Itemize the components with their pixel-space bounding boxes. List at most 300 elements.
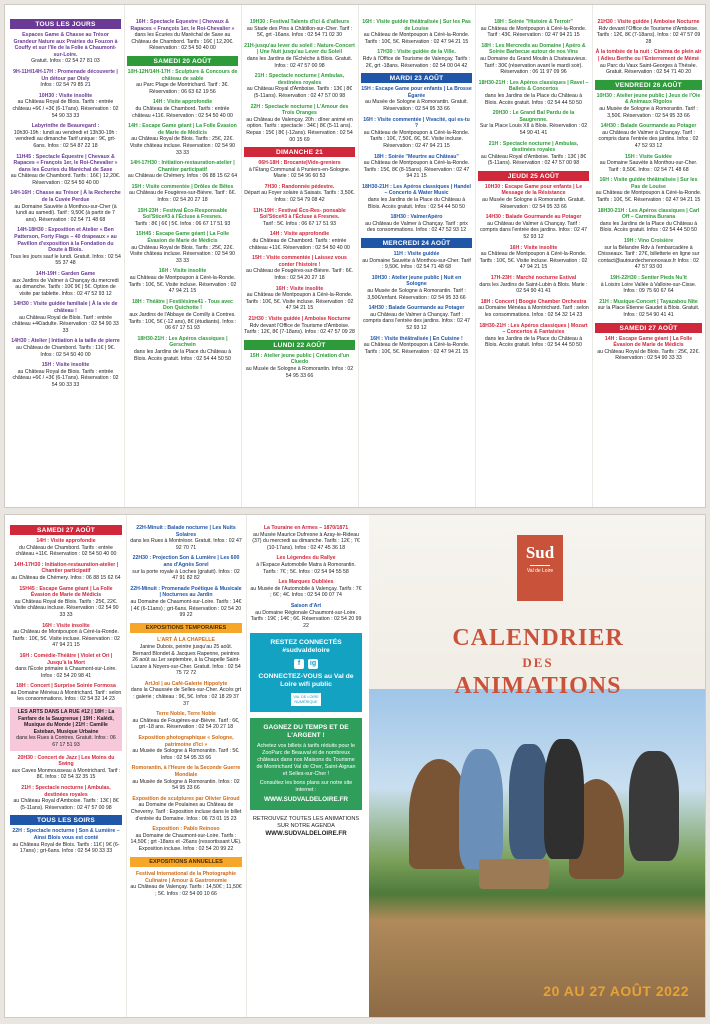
- event-title: 16H : Visite insolite: [509, 244, 558, 251]
- event-entry: [244, 231, 355, 251]
- event-title: 7H30 : Randonnée pédestre.: [264, 183, 335, 190]
- event-details: au Domaine Ménéau à Montrichard. Tarif : selon les consommations. Infos : 02 54 32 14 23: [10, 689, 122, 703]
- column-2: [124, 19, 241, 501]
- event-title: Festival International de la Photographie Culinaire | Amour & Gastronomie: [135, 871, 237, 884]
- cover-title: CALENDRIER: [452, 625, 624, 651]
- event-details: au Château de Montpoupon à Céré-la-Ronde. Tarifs : 10€, 5€. Réservation : 02 47 94 21 15: [363, 32, 470, 45]
- event-title: L'ART À LA CHAPELLE: [157, 637, 215, 644]
- event-title: Saison d'Art: [290, 602, 322, 609]
- event-details: à l'Espace Automobile Matra à Romorantin. Tarifs : 7€ ; 5€. Infos : 02 54 94 55 58: [256, 561, 356, 575]
- event-details: au Château de Montpoupon à Céré-la-Ronde. Tarifs : 10€, 7,50€, 6€, 5€. Visite incluse. Réservation : 02 47 94 21 15: [363, 129, 470, 149]
- fold-line: [126, 515, 127, 1017]
- event-title: 15H : Escape Game pour enfants | La Brosse Égarée: [361, 86, 472, 99]
- event-details: à l'Étang Communal à Pruniers-en-Sologne. Marie : 02 54 96 60 53: [248, 166, 351, 180]
- event-details: au Musée de Sologne à Romorantin. Tarif : 3,50€. Réservation : 02 54 95 33 66: [599, 105, 698, 119]
- event-details: au Domaine Régionale Chaumont-sur-Loire. Tarifs : 19€ ; 14€ ; 6€. Réservation : 02 54 20 99 22: [250, 609, 362, 629]
- event-title: 22H : Spectacle nocturne | L'Amour des Trois Oranges: [250, 103, 349, 117]
- event-title: 21H : Spectacle nocturne | Ambulas, destinées royales: [488, 140, 579, 154]
- cover-title-des: DES: [522, 655, 554, 670]
- event-details: au Domaine Sauvète à Monthou-sur-Cher (à lundi au samedi). Tarif : 9,50€ (à partir de 7 ans). Réservation : 02 54 71 48 68: [14, 203, 117, 223]
- event-title: 14H30 : Balade Gourmande au Potager: [485, 214, 582, 221]
- event-details: au Parc du Vaux Saint-Georges à Thésée. Gratuit. Réservation : 02 54 71 40 20: [599, 62, 698, 76]
- wifi-badge: VAL DE LOIRE NUMÉRIQUE: [291, 693, 321, 706]
- event-title: 14H30 : Visite guidée familiale | À la vie de château !: [13, 301, 118, 314]
- section-tag: [130, 623, 242, 634]
- agenda-url[interactable]: WWW.SUDVALDELOIRE.FR: [265, 829, 347, 837]
- event-title: 14H : Visite approfondie: [269, 231, 330, 238]
- event-details: du Château de Chambord. Tarifs : entrée château +11€. Réservation : 02 54 50 40 00: [132, 105, 233, 119]
- event-title: 14H-18H30 : Exposition et Atelier « Ben Patterson, Forty Flags – 40 drapeaux » au Pavillon d'exposition à la Fondation du Doute à Blois.: [14, 227, 117, 254]
- column-2: [127, 525, 245, 1011]
- event-details: au Domaine de Chaumont-sur-Loire. Tarifs : 14,50€ ; grt -18ans et -26ans (ressortissant UE). Exposition incluse. Infos : 02 54 20 99 22: [130, 832, 242, 852]
- event-details: au Château de Chambord. Tarifs : 16€ | 12,20€. Réservation : 02 54 50 40 00: [10, 173, 121, 186]
- promo-url[interactable]: WWW.SUDVALDELOIRE.FR: [263, 795, 349, 803]
- event-details: au Château de Chémery. Infos : 06 88 15 62 64: [11, 574, 121, 581]
- event-details: aux Caves Monmousseau à Montrichard. Tarif : 8€. Infos : 02 54 32 35 15: [11, 767, 121, 781]
- event-title: 18H30-21H : Les Apéros classiques | Gerschwin: [137, 335, 228, 349]
- event-details: au Domaine du Grand Moulin à Chateauvieux. Tarif : 30€ (réservation avant le mardi soir). Réservation : 06 11 97 09 96: [480, 55, 587, 76]
- event-entry: [250, 603, 362, 629]
- event-title: Romorantin, à l'Heure de la Seconde Guerre Mondiale: [131, 765, 241, 778]
- event-details: Gratuit. Infos : 02 54 27 81 03: [31, 58, 100, 65]
- column-1: [7, 19, 124, 501]
- event-entry: [361, 154, 472, 180]
- day-header: VENDREDI 26 AOÛT: [595, 80, 702, 90]
- event-entry: [244, 104, 355, 144]
- event-title: 10H-12H/14H-17H : Sculpture & Concours de château de sable: [127, 68, 238, 82]
- event-title: 18H : Soirée "Meurtre au Château": [374, 153, 459, 160]
- event-entry: [595, 299, 702, 319]
- event-entry: [595, 275, 702, 295]
- event-entry: [10, 653, 122, 679]
- event-entry: [595, 19, 702, 45]
- event-entry: [10, 301, 121, 334]
- event-entry: [127, 268, 238, 294]
- instagram-icon[interactable]: ig: [309, 660, 317, 668]
- event-title: 21H-jusqu'au lever du soleil : Nature-Concert | Une Nuit jusqu'au Lever du Soleil: [244, 42, 355, 56]
- event-title: 11H-19H : Festival Éco-Res- ponsable Sol'Stice#3 à l'Écluse à Fresnes.: [253, 207, 346, 221]
- event-title: 14H-16H : Chasse au Trésor | À la Recherche de la Cuvée Perdue: [10, 190, 121, 204]
- section-tag-details: dans les Rues à Contres. Gratuit. Infos : 06 67 17 51 93: [16, 735, 116, 749]
- event-details: au Domaine de Poulaines au Château de Cheverny. Tarif : Exposition incluse dans le billet d'entrée du Domaine. Infos : 06 73 01 15 23: [130, 802, 242, 822]
- event-entry: [127, 160, 238, 180]
- event-entry: [127, 69, 238, 95]
- event-title: 19H : Vino Croisière: [623, 238, 674, 245]
- event-details: au Château de Fougères-sur-Bièvre. Tarif : 6€. Infos : 02 54 20 27 18: [246, 268, 353, 281]
- event-title: 22H : Spectacle nocturne | Son & Lumière – Ainsi Blois vous est conté: [12, 828, 120, 841]
- section-tag: [130, 857, 242, 868]
- event-entry: [130, 681, 242, 707]
- event-entry: [361, 117, 472, 150]
- event-entry: [10, 683, 122, 703]
- event-entry: [130, 637, 242, 677]
- event-entry: [478, 245, 589, 271]
- event-entry: [478, 184, 589, 210]
- fold-line: [475, 5, 476, 507]
- fold-line: [246, 515, 247, 1017]
- event-entry: [478, 323, 589, 349]
- event-title: 10H30 : Escape Game pour enfants | Le Message de la Résistance: [484, 183, 583, 197]
- event-details: aux Jardins de Valmer à Chançay du mercredi au dimanche. Tarifs : 10€ 9€ | 5€. Option de visite par tablette. Infos : 02 47 52 93 12: [12, 277, 119, 297]
- day-header: TOUS LES JOURS: [10, 19, 121, 29]
- event-entry: [127, 184, 238, 204]
- event-title: 15H : Atelier jeune public | Création d'un Cluedo: [249, 352, 350, 366]
- event-entry: [361, 251, 472, 271]
- event-details: dans les Jardins de la Place du Château à Blois. Accès gratuit. Infos : 02 54 44 50 50: [367, 197, 466, 210]
- event-details: au Château de Valmer à Chançay. Tarif : compris dans l'entrée des jardins. Infos : 02 47 52 93 12: [479, 220, 588, 241]
- event-title: 9H-11H/14H-17H : Promenade découverte | Un détour par Oisly: [13, 68, 118, 82]
- event-title: 14H-19H : Garden Game: [35, 271, 96, 277]
- event-entry: [478, 110, 589, 136]
- promo-title: GAGNEZ DU TEMPS ET DE L'ARGENT !: [263, 724, 349, 740]
- event-title: Exposition photographique « Sologne, patrimoine d'Ici »: [138, 735, 234, 748]
- promo-text: Achetez vos billets à tarifs réduits pour le ZooParc de Beauval et de nombreux châteaux dans nos Maisons du Tourisme de Montrichard Val de Cher, Saint-Aignan et Selles-sur-Cher !: [256, 743, 356, 777]
- event-details: au Château Royal de Blois. Tarifs : 25€, 22€. Visite château incluse. Réservation : 02 54 90 33 33: [13, 598, 119, 618]
- calendar-page-top: [4, 4, 706, 508]
- event-title: 16H : Visite théâtralisée | En Cuisine !: [370, 335, 463, 342]
- event-details: Sur la Place Louis XII à Blois. Réservation : 02 54 90 41 41: [479, 123, 588, 136]
- facebook-icon[interactable]: f: [294, 659, 304, 669]
- event-entry: [10, 538, 122, 558]
- event-entry: [595, 93, 702, 119]
- event-entry: [10, 586, 122, 619]
- event-details: au Château Royal de Blois. Tarifs : 11€ | 9€ (6-17ans) ; grt-6ans. Infos : 02 54 90 33 33: [12, 841, 120, 855]
- event-details: au Château de Montpoupon à Céré-la-Ronde. Tarifs : 10€, 5€. Visite incluse. Réservation : 02 47 94 21 15: [245, 292, 354, 312]
- event-entry: [478, 214, 589, 240]
- event-title: 18H : Soirée "Histoire & Terroir": [494, 19, 573, 25]
- event-details: au Musée de Sologne à Romorantin. Infos : 02 54 95 33 66: [132, 778, 240, 792]
- event-entry: [10, 562, 122, 582]
- event-entry: [595, 208, 702, 234]
- event-entry: [244, 184, 355, 204]
- event-entry: [361, 86, 472, 112]
- event-entry: [10, 69, 121, 89]
- event-details: dans la Chaussée de Selles-sur-Cher. Accès grt : galerie ; château : 9€, 5€. Infos : 02 18 29 37 37: [130, 687, 242, 707]
- event-details: au Domaine de Chaumont-sur-Loire. Tarifs : 14€ | 4€ (6-11ans) ; grt-6ans. Réservation : 02 54 20 99 22: [130, 598, 242, 619]
- event-details: dans les Jardins de la Place du Château à Blois. Accès gratuit. Infos : 02 54 44 50 50: [484, 335, 583, 349]
- event-details: au Musée de l'Automobile à Valençay. Tarifs : 7€ ; 6€ ; 4€. Infos : 02 54 00 07 74: [250, 585, 362, 599]
- event-entry: [127, 208, 238, 228]
- event-entry: [595, 336, 702, 362]
- event-title: Les Légendes du Rallye: [276, 555, 336, 562]
- event-title: Espaces Game & Chasse au Trésor Grandeur Nature aux Prairies du Fouzon à Couffy et sur l'île de la Folie à Chaumont-sur-Loire.: [13, 32, 118, 58]
- event-details: Tarifs : 8€ | 6€ | 5€. Infos : 06 67 17 51 93: [134, 220, 231, 227]
- person-image: [544, 739, 584, 859]
- event-details: au Château de Montpoupon à Céré-la-Ronde. Tarifs : 10€, 5€. Réservation : 02 47 94 21 15: [595, 190, 702, 204]
- fold-line: [124, 5, 125, 507]
- event-entry: [10, 154, 121, 187]
- event-title: 16H : Visite guidée théâtralisée | Sur les Pas de Louise: [362, 19, 471, 32]
- column-4: [358, 19, 475, 501]
- event-details: au Musée Maurice Dufresne à Azay-le-Rideau (37) du mercredi au dimanche. Tarifs : 12€ ; 7€ (10-17ans). Infos : 02 47 45 36 18: [252, 531, 360, 551]
- day-header: DIMANCHE 21: [244, 147, 355, 157]
- event-details: sur la Bélandre Rdv à l'embarcadère à Chisseaux. Tarif : 27€, billetterie en ligne sur contact@autourdechenonceaux.fr Infos : 02 47 57 93 00: [597, 244, 700, 271]
- event-title: 15H45 : Escape Game géant | La Folle Évasion de Marie de Médicis: [135, 231, 230, 245]
- event-entry: [595, 154, 702, 174]
- event-details: au Château Royal de Blois. Tarifs : 25€, 22€. Visite château incluse. Réservation : 02 54 90 33 33: [129, 244, 236, 264]
- event-title: Exposition : Pablo Reinoso: [152, 826, 220, 833]
- event-entry: [595, 177, 702, 203]
- event-title: 21H30 : Visite guidée | Amboise Nocturne: [248, 315, 351, 322]
- event-title: Les Marques Oubliées: [278, 579, 334, 586]
- event-title: 11H45 : Spectacle Équestre | Chevaux & Rapaces « François 1er, le Roi-Chevalier » dans les Écuries du Maréchal de Saxe: [13, 153, 118, 173]
- event-title: 18H : Théâtre | Festilésime41 - Tous avec Don Quichotte !: [132, 298, 233, 312]
- event-entry: [361, 336, 472, 356]
- event-details: au Château de Chambord. Tarifs : 11€ | 9€. Infos : 02 54 50 40 00: [16, 344, 115, 358]
- event-title: 16H : Visite guidée théâtralisée | Sur les Pas de Louise: [599, 177, 698, 190]
- fold-line: [241, 5, 242, 507]
- day-header: JEUDI 25 AOÛT: [478, 171, 589, 181]
- event-details: au Château Royal de Blois. Tarifs : 25€, 22€. Visite château incluse. Réservation : 02 54 90 33 33: [129, 136, 236, 156]
- event-entry: [130, 586, 242, 619]
- event-entry: [130, 525, 242, 551]
- event-entry: [250, 579, 362, 599]
- event-details: Tarif : 5€. Infos : 06 67 17 51 93: [263, 220, 336, 227]
- event-title: La Touraine en Armes – 1870/1871: [263, 525, 349, 531]
- day-header: MARDI 23 AOÛT: [361, 73, 472, 83]
- event-entry: [250, 555, 362, 575]
- event-details: au Musée de Sologne à Romorantin. Tarif : 5€. Infos : 02 54 95 33 66: [132, 748, 240, 761]
- section-tag-label: EXPOSITIONS TEMPORAIRES: [145, 624, 227, 631]
- logo-text: Sud: [525, 543, 555, 562]
- event-entry: [244, 43, 355, 69]
- event-entry: [478, 80, 589, 106]
- event-entry: [244, 353, 355, 379]
- event-details: dans l'École primaire à Chaumont-sur-Loire. Infos : 02 54 20 98 41: [15, 666, 117, 679]
- event-details: dans les Jardins de l'Échèche à Blois. Gratuit. Infos : 02 47 57 00 98: [246, 55, 353, 69]
- event-details: au Château Royal de Blois. Tarifs : 25€, 22€. Réservation : 02 54 90 33 33: [597, 348, 700, 362]
- event-entry: [595, 123, 702, 149]
- cover-photo: [369, 689, 706, 1018]
- day-header: SAMEDI 27 AOÛT: [595, 323, 702, 333]
- event-details: dans les Rues à Montrésor. Gratuit. Infos : 02 47 92 70 71: [130, 538, 242, 551]
- section-tag-label: LES ARTS DANS LA RUE #12 | 18H : La Fanfare de la Saugrenue | 19H : Kalédi, Musique du Monde | 21H : Camille Esteban, Musique Urbaine: [17, 709, 115, 735]
- event-title: 21H30 : Visite guidée | Amboise Nocturne: [597, 19, 700, 25]
- event-entry: [10, 755, 122, 781]
- event-title: 14H : Escape Game géant | La Folle Évasion de Marie de Médicis: [128, 123, 237, 136]
- event-title: 21H : Spectacle nocturne | Ambulas, destinées royales: [254, 73, 345, 86]
- event-title: 14H-17H30 : Initiation-restauration-atelier | Chantier participatif: [13, 561, 119, 575]
- event-details: au Château de Montpoupon à Céré-la-Ronde. Tarifs : 10€, 5€. Visite incluse. Réservation : 02 47 94 21 15: [479, 251, 588, 271]
- event-title: 17H-23H : Marché nocturne Estival: [490, 275, 577, 281]
- column-1: [7, 525, 125, 1011]
- event-title: 14H30 : Balade Gourmande au Potager: [368, 305, 465, 312]
- event-title: 18H30-21H : Les Apéros classiques | Carl Off – Carmina Burana: [597, 207, 700, 221]
- event-details: au Château de Fougères-sur-Bièvre. Tarif : 6€. Infos : 02 54 20 27 18: [129, 190, 236, 204]
- event-title: 16H : Visite insolite: [158, 268, 207, 275]
- event-details: au Musée de Sologne à Romorantin. Gratuit. Réservation : 02 54 95 33 66: [482, 197, 585, 210]
- event-entry: [127, 123, 238, 156]
- event-entry: [244, 160, 355, 180]
- event-entry: [10, 623, 122, 649]
- event-title: 14H : Visite approfondie: [36, 538, 96, 544]
- event-entry: [127, 19, 238, 52]
- event-details: au Château de Montpoupon à Céré-la-Ronde. Tarifs : 10€, 5€. Réservation : 02 47 94 21 15: [363, 342, 470, 355]
- event-details: Janine Dubois, peintre jusqu'au 25 août. Bernard Blondet & Jacques Rapenne, peintres 26 août au 1er septembre, à la Chapelle Saint-Lazare à Noyers-sur-Cher. Gratuit. Infos : 02 54 75 72 72: [131, 643, 241, 677]
- event-details: sur la porte royale à Loches (gratuit). Infos : 02 47 91 82 82: [132, 568, 240, 582]
- event-title: 14H : Visite approfondie: [152, 99, 213, 106]
- column-3: [241, 19, 358, 501]
- event-title: 15H : Visite commentée | Drôles de Bêtes: [131, 183, 234, 190]
- event-title: 22H-Minuit : Promenade Poétique & Musicale | Nocturnes au Jardin: [130, 585, 242, 599]
- sud-val-de-loire-logo: [517, 535, 563, 601]
- event-title: 18H30 : ValmerApéro: [390, 214, 443, 221]
- event-details: au Domaine Sauvète à Monthou-sur-Cher. Tarif : 9,50€. Infos : 02 54 71 48 68: [599, 160, 698, 173]
- column-5: [475, 19, 592, 501]
- event-entry: [478, 43, 589, 76]
- event-entry: [361, 275, 472, 301]
- event-title: Terre Noble, Terre Noble: [156, 711, 216, 718]
- event-entry: [127, 231, 238, 264]
- event-title: ArtJol | au Café-Galerie Hippolyte: [144, 680, 228, 687]
- event-entry: [478, 141, 589, 167]
- event-details: dans les Jardins de la Place du Château à Blois. Accès gratuit. Infos : 02 54 44 50 50: [133, 348, 232, 362]
- event-title: 18H : Concert | Boogie Chamber Orchestra: [480, 298, 587, 305]
- event-entry: [361, 19, 472, 45]
- agenda-text: RETROUVEZ TOUTES LES ANIMATIONS SUR NOTRE AGENDA: [252, 815, 360, 829]
- event-details: au Château Royal d'Amboise. Tarifs : 13€ | 8€ (5-11ans). Réservation : 02 47 57 00 98: [480, 153, 587, 167]
- event-details: au Château Royal d'Amboise. Tarifs : 13€ | 8€ (5-11ans). Réservation : 02 47 57 00 98: [246, 86, 353, 99]
- event-title: 10H30 : Atelier jeune public | Nuit en Sologne: [371, 274, 462, 288]
- event-details: au Château de Valençay. 20h : dîner animé en option. Tarifs : spectacle : 34€ | 8€ (5-11 ans). Repas : 15€ | 8€ (-12ans). Réservation : 02 54 00 15 69: [246, 116, 353, 143]
- event-title: 10H30 : Visite insolite: [38, 92, 93, 99]
- event-title: 20H30 : Le Grand Bal Pardu de la Saugrenne.: [492, 110, 575, 123]
- event-title: 22H-Minuit : Balade nocturne | Les Nuits Solaires: [136, 525, 236, 538]
- event-details: au Musée de Sologne à Romorantin. Tarif : 3,50€/enfant. Réservation : 02 54 95 33 66: [367, 288, 466, 301]
- event-entry: [361, 214, 472, 234]
- cover-panel: [369, 515, 706, 1018]
- event-details: au Château de Chémery. Infos : 06 88 15 62 64: [127, 173, 238, 180]
- event-title: 15H45 : Escape Game géant | La Folle Évasion de Marie de Médicis: [19, 585, 113, 599]
- event-details: au Château de Valmer à Chançay. Tarif : compris dans l'entrée des jardins. Infos : 02 47 52 93 12: [362, 311, 471, 331]
- agenda-box: [250, 816, 362, 837]
- event-entry: [361, 49, 472, 69]
- event-title: À la tombée de la nuit : Cinéma de plein air | Adieu Berthe ou l'Enterrement de Mémé: [595, 49, 702, 62]
- event-entry: [478, 299, 589, 319]
- cover-date: 20 AU 27 AOÛT 2022: [543, 983, 689, 999]
- event-details: au Château de Valmer à Chançay. Tarif : compris dans l'entrée des jardins. Infos : 02 47 52 93 12: [598, 129, 699, 149]
- event-title: 14H : Escape Game géant | La Folle Évasion de Marie de Médicis: [604, 335, 693, 349]
- event-title: 16H : Visite commentée | Vivacité, qui es-tu ?: [363, 116, 470, 130]
- event-details: au Stade des Pins à Châtillon-sur-Cher. Tarif : 5€, grt -16ans. Infos : 02 54 71 02 30: [246, 25, 353, 39]
- event-entry: [130, 871, 242, 897]
- person-image: [509, 744, 549, 859]
- event-entry: [127, 299, 238, 332]
- event-title: 16H : Visite insolite: [42, 622, 90, 629]
- event-entry: [478, 275, 589, 295]
- event-entry: [10, 785, 122, 811]
- event-details: au Domaine Sauvète à Monthou-sur-Cher. Tarif : 9,50€. Infos : 02 54 71 48 68: [362, 257, 471, 271]
- event-entry: [244, 316, 355, 336]
- event-entry: [244, 286, 355, 312]
- section-tag: [10, 707, 122, 751]
- fold-line: [358, 5, 359, 507]
- event-details: du Château de Chambord. Tarifs : entrée château +11€. Réservation : 02 54 50 40 00: [15, 544, 117, 558]
- event-title: 18H : Concert | Surprise Soirée Formosa: [16, 683, 116, 690]
- event-title: 10H30 : Atelier jeune public | Jeux de l'Oie & Animaux Rigolos: [596, 92, 701, 106]
- day-header: SAMEDI 20 AOÛT: [127, 56, 238, 66]
- day-header: MERCREDI 24 AOÛT: [361, 238, 472, 248]
- event-details: Rdv devant l'Office de Tourisme d'Amboise. Tarifs : 12€, 8€ (7-18ans). Infos : 02 47 57 09 28: [596, 25, 701, 45]
- event-entry: [10, 828, 122, 854]
- day-header: LUNDI 22 AOÛT: [244, 340, 355, 350]
- event-entry: [127, 99, 238, 119]
- event-title: 16H : Comédie-Théâtre | Violet et Ori | Jusqu'à la Mort: [19, 652, 113, 666]
- event-details: aux Jardins de l'Abbaye de Cornilly à Contres. Tarifs : 10€, 5€ (-12 ans), 8€ (étudiants). Infos : 06 67 17 51 93: [128, 311, 237, 332]
- event-details: au Domaine Ménéau à Montrichard. Tarif : selon les consommations. Infos : 02 54 32 14 23: [478, 305, 589, 318]
- social-title: RESTEZ CONNECTÉS #sudvaldeloire: [270, 639, 342, 655]
- event-title: 14H30 : Atelier | Initiation à la taille de pierre: [11, 338, 120, 345]
- event-details: du Château de Chambord. Tarifs : entrée château +11€. Réservation : 02 54 50 40 00: [249, 238, 350, 251]
- event-title: 18H30-21H : Les Apéros classiques | Handel – Concerto & Water Music: [362, 183, 471, 197]
- section-tag-label: EXPOSITIONS ANNUELLES: [149, 858, 223, 865]
- column-3: [247, 525, 365, 1011]
- event-title: 22H30 : Projection Son & Lumière | Les 600 ans d'Agnès Sorel: [132, 555, 240, 568]
- event-entry: [361, 305, 472, 331]
- event-title: 20H30 : Concert de Jazz | Les Moins du Swing: [17, 754, 115, 768]
- event-details: au Musée de Sologne à Romorantin. Infos : 02 54 95 33 66: [245, 365, 354, 379]
- logo-subtext: Val de Loire: [526, 568, 554, 574]
- person-image: [629, 751, 679, 861]
- event-entry: [244, 73, 355, 99]
- event-details: Rdv devant l'Office de Tourisme d'Amboise. Tarifs : 12€, 8€ (7-18ans). Infos : 02 47 57 09 28: [244, 322, 355, 336]
- event-details: Départ au Foyer solaire à Saisais. Tarifs : 3,50€. Infos : 02 54 79 08 42: [244, 190, 355, 204]
- event-details: au Château de Montpoupon à Céré-la-Ronde. Tarifs : 10€, 5€. Visite incluse. Réservation : 02 47 94 21 15: [128, 275, 237, 295]
- event-entry: [130, 796, 242, 822]
- event-entry: [244, 19, 355, 39]
- event-entry: [130, 826, 242, 852]
- promo-text-2: Consultez les bons plans sur notre site internet :: [259, 780, 353, 794]
- event-details: au Château de Montpoupon à Céré-la-Ronde. Tarif : 43€. Réservation : 02 47 94 21 15: [480, 25, 587, 39]
- event-title: 19H30 : Festival Talents d'ici & d'ailleurs: [249, 19, 350, 25]
- cover-title-animations: ANIMATIONS: [454, 673, 622, 699]
- event-entry: [10, 190, 121, 223]
- event-title: Exposition de sculptures par Olivier Giroud: [132, 795, 240, 802]
- fold-line: [592, 5, 593, 507]
- event-entry: [130, 765, 242, 791]
- event-entry: [130, 711, 242, 731]
- event-entry: [10, 362, 121, 388]
- event-title: 15H : Visite insolite: [41, 362, 90, 369]
- event-title: 21H : Musique-Concert | Tayazabou Nite: [599, 298, 698, 305]
- day-header: SAMEDI 27 AOÛT: [10, 525, 122, 535]
- event-details: au Château de Fougères-sur-Bièvre. Tarif : 6€, grt -18 ans. Réservation : 02 54 20 27 18: [132, 717, 240, 731]
- person-image: [459, 749, 503, 869]
- event-details: sur la Place Étienne Gaudet à Blois. Gratuit. Infos : 02 54 90 41 41: [597, 305, 700, 318]
- event-entry: [130, 735, 242, 761]
- event-entry: [595, 238, 702, 271]
- event-title: 14H30 : Balade Gourmande au Potager: [600, 123, 697, 130]
- event-details: au Château de Montpoupon à Céré-la-Ronde. Tarifs : 10€, 5€. Visite incluse. Réservation : 02 47 94 21 15: [12, 629, 120, 649]
- event-title: 18H : Les Mercredis au Domaine | Apéro & Soirée Barbecue autour de nos Vins: [481, 42, 586, 56]
- event-details: au Château Royal de Blois. Tarif : entrée château +4€/adulte. Réservation : 02 54 90 33 33: [12, 314, 119, 334]
- promo-box: [250, 718, 362, 809]
- event-entry: [250, 525, 362, 551]
- event-title: 14H-17H30 : Initiation-restauration-atelier | Chantier participatif: [130, 160, 235, 173]
- event-details: dans les Écuries du Maréchal de Saxe au Château de Chambord. Tarifs : 16€ | 12,20€. Réservation : 02 54 50 40 00: [131, 32, 234, 52]
- event-entry: [478, 19, 589, 39]
- event-entry: [361, 184, 472, 210]
- event-details: au Château Royal de Blois. Tarifs : entrée château +6€ / +3€ (6-17ans). Réservation : 02 54 90 33 33: [12, 99, 119, 119]
- event-title: 15H : Visite Guidée: [625, 153, 672, 160]
- event-details: dans les Jardins de la Place du Château à Blois. Accès gratuit. Infos : 02 54 44 50 50: [599, 220, 698, 234]
- table-image: [479, 859, 549, 889]
- event-details: 10h30-19h : lundi au vendredi et 13h30-19h : vendredi au dimanche Tarif unique : 9€, grt-6ans. Infos : 02 54 87 22 18: [13, 129, 118, 149]
- event-details: au Château de Valençay. Tarifs : 14,50€ ; 11,50€ ; 5€. Infos : 02 54 00 10 66: [130, 884, 242, 897]
- event-entry: [10, 338, 121, 358]
- event-entry: [130, 555, 242, 581]
- event-entry: [244, 208, 355, 228]
